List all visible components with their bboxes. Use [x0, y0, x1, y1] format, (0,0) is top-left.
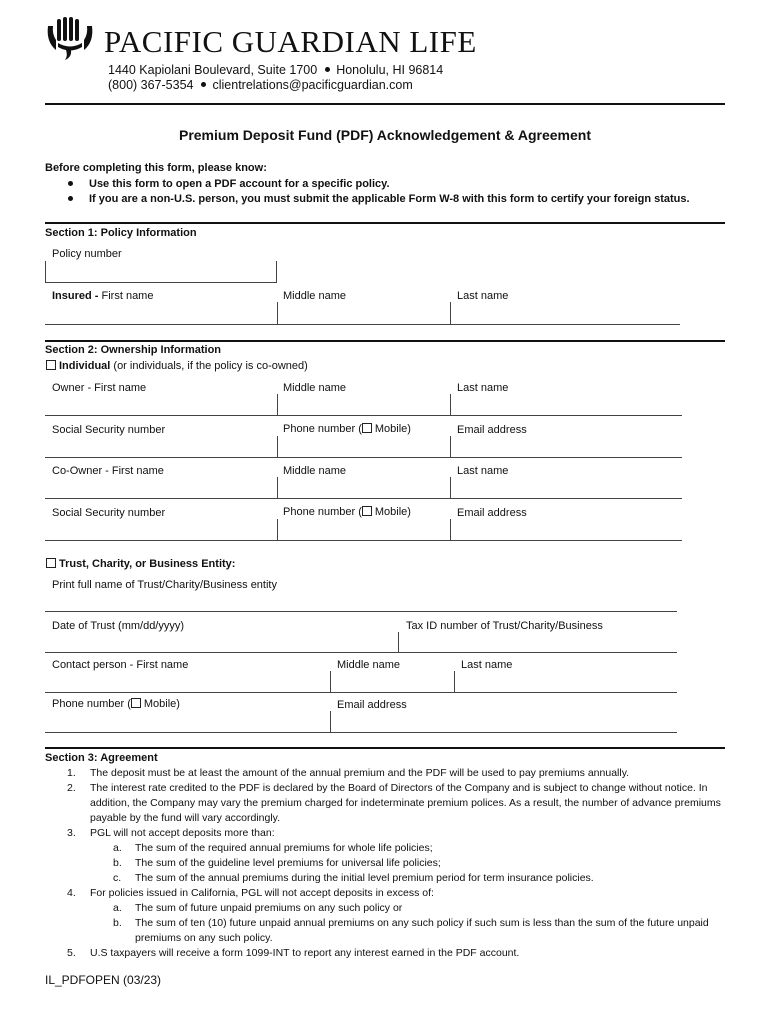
owner-middle-name-label: Middle name	[283, 382, 346, 394]
agreement-subitem	[45, 856, 725, 871]
section1-divider	[45, 222, 725, 224]
item-text: U.S taxpayers will receive a form 1099-INT to report any interest earned in the PDF account.	[90, 947, 520, 959]
agreement-item	[45, 796, 725, 811]
company-name: PACIFIC GUARDIAN LIFE	[104, 24, 477, 59]
coowner-middle-name-label: Middle name	[283, 465, 346, 477]
phone-label-text: Phone number (	[283, 423, 362, 435]
trust-name-field[interactable]	[45, 611, 677, 612]
insured-middle-name-label: Middle name	[283, 290, 346, 302]
mobile-label: Mobile)	[374, 423, 411, 435]
agreement-list	[45, 766, 725, 961]
coowner-last-name-label: Last name	[457, 465, 509, 477]
section2-heading: Section 2: Ownership Information	[45, 344, 222, 356]
item-text: The deposit must be at least the amount of the annual premium and the PDF will be used to pay premiums annually.	[90, 767, 630, 779]
item-number: 2.	[67, 782, 76, 794]
agreement-item	[45, 811, 725, 826]
item-text: The sum of the required annual premiums for whole life policies;	[135, 842, 433, 854]
agreement-subitem	[45, 871, 725, 886]
intro-bullet-text: If you are a non-U.S. person, you must submit the applicable Form W-8 with this form to certify your foreign status.	[89, 193, 690, 205]
owner-name-field[interactable]	[45, 415, 682, 416]
street-address: 1440 Kapiolani Boulevard, Suite 1700	[108, 63, 318, 77]
contact-phone-label	[52, 698, 180, 710]
field-separator	[450, 302, 451, 324]
date-of-trust-label: Date of Trust (mm/dd/yyyy)	[52, 620, 185, 632]
intro-bullet-1	[68, 178, 390, 190]
coowner-first-name-label: Co-Owner - First name	[52, 465, 164, 477]
company-address-line	[108, 63, 443, 77]
field-separator	[277, 302, 278, 324]
item-text: The interest rate credited to the PDF is declared by the Board of Directors of the Company and is subject to change without notice. In	[90, 782, 708, 794]
first-name-label: First name	[98, 290, 154, 302]
coowner-phone-label	[283, 506, 411, 518]
agreement-item	[45, 826, 725, 841]
item-number: 4.	[67, 887, 76, 899]
intro-bullet-text: Use this form to open a PDF account for a specific policy.	[89, 178, 390, 190]
mobile-label: Mobile)	[374, 506, 411, 518]
item-number: 3.	[67, 827, 76, 839]
individual-option[interactable]	[46, 360, 308, 372]
insured-name-field[interactable]	[45, 324, 680, 325]
item-number: b.	[113, 857, 122, 869]
intro-bullet-2	[68, 193, 690, 205]
header-divider	[45, 103, 725, 105]
insured-last-name-label: Last name	[457, 290, 509, 302]
company-phone: (800) 367-5354	[108, 78, 194, 92]
agreement-subitem	[45, 916, 725, 931]
item-number: c.	[113, 872, 122, 884]
trust-checkbox[interactable]	[46, 558, 56, 568]
field-separator	[330, 671, 331, 692]
agreement-item	[45, 766, 725, 781]
item-number: 1.	[67, 767, 76, 779]
bullet-dot	[68, 181, 73, 186]
field-separator	[277, 519, 278, 540]
company-contact-line	[108, 78, 413, 92]
company-email: clientrelations@pacificguardian.com	[212, 78, 413, 92]
item-number: a.	[113, 842, 122, 854]
contact-name-field[interactable]	[45, 692, 677, 693]
agreement-item	[45, 946, 725, 961]
policy-number-field[interactable]	[45, 261, 277, 283]
section1-heading: Section 1: Policy Information	[45, 227, 197, 239]
owner-last-name-label: Last name	[457, 382, 509, 394]
item-text: The sum of the guideline level premiums for universal life policies;	[135, 857, 441, 869]
item-text: PGL will not accept deposits more than:	[90, 827, 275, 839]
contact-email-label: Email address	[337, 699, 407, 711]
item-text: The sum of future unpaid premiums on any such policy or	[135, 902, 403, 914]
item-number: 5.	[67, 947, 76, 959]
field-separator	[277, 436, 278, 457]
field-separator	[398, 632, 399, 652]
field-separator	[450, 394, 451, 415]
field-separator	[277, 477, 278, 498]
item-text: premiums on any such policy.	[135, 932, 273, 944]
item-text: The sum of ten (10) future unpaid annual premiums on any such policy if such sum is less than the sum of the future unpaid	[135, 917, 709, 929]
form-title: Premium Deposit Fund (PDF) Acknowledgement & Agreement	[178, 127, 591, 143]
intro-heading: Before completing this form, please know:	[45, 162, 267, 174]
contact-middle-name-label: Middle name	[337, 659, 400, 671]
item-text: For policies issued in California, PGL will not accept deposits in excess of:	[90, 887, 434, 899]
policy-number-label: Policy number	[52, 248, 122, 260]
coowner-mobile-checkbox[interactable]	[362, 506, 372, 516]
section3-heading: Section 3: Agreement	[45, 752, 158, 764]
trust-option[interactable]	[46, 558, 235, 570]
bullet-dot	[68, 196, 73, 201]
form-code-footer: IL_PDFOPEN (03/23)	[45, 973, 162, 987]
city-state-zip: Honolulu, HI 96814	[336, 63, 444, 77]
trust-date-taxid-field[interactable]	[45, 652, 677, 653]
individual-note: (or individuals, if the policy is co-owned)	[110, 360, 308, 372]
tax-id-label: Tax ID number of Trust/Charity/Business	[406, 620, 603, 632]
phone-label-text: Phone number (	[283, 506, 362, 518]
trust-name-label: Print full name of Trust/Charity/Business entity	[52, 579, 277, 591]
section3-divider	[45, 747, 725, 749]
bullet-dot	[325, 67, 330, 72]
item-number: a.	[113, 902, 122, 914]
field-separator	[450, 519, 451, 540]
contact-mobile-checkbox[interactable]	[131, 698, 141, 708]
field-separator	[450, 477, 451, 498]
item-text: The sum of the annual premiums during the initial level premium period for term insurance policies.	[135, 872, 594, 884]
field-separator	[330, 711, 331, 732]
agreement-subitem	[45, 841, 725, 856]
item-text: addition, the Company may vary the premium charged for indeterminate premium polices. As a result, the number of advance premiums	[90, 797, 721, 809]
phone-label-text: Phone number (	[52, 698, 131, 710]
owner-contact-field[interactable]	[45, 457, 682, 458]
owner-phone-label	[283, 423, 411, 435]
field-separator	[454, 671, 455, 692]
field-separator	[277, 394, 278, 415]
contact-first-name-label: Contact person - First name	[52, 659, 189, 671]
agreement-subitem	[45, 901, 725, 916]
contact-phone-email-field[interactable]	[45, 732, 677, 733]
individual-label: Individual	[59, 360, 111, 372]
section2-divider	[45, 340, 725, 342]
coowner-email-label: Email address	[457, 507, 527, 519]
owner-ssn-label: Social Security number	[52, 424, 166, 436]
mobile-label: Mobile)	[143, 698, 180, 710]
coowner-ssn-label: Social Security number	[52, 507, 166, 519]
insured-first-name-label	[52, 290, 153, 302]
coowner-name-field[interactable]	[45, 498, 682, 499]
agreement-subitem	[45, 931, 725, 946]
bullet-dot	[201, 82, 206, 87]
trust-label: Trust, Charity, or Business Entity:	[59, 558, 236, 570]
agreement-item	[45, 886, 725, 901]
owner-mobile-checkbox[interactable]	[362, 423, 372, 433]
insured-label: Insured -	[52, 290, 99, 302]
individual-checkbox[interactable]	[46, 360, 56, 370]
coowner-contact-field[interactable]	[45, 540, 682, 541]
item-text: payable by the fund will vary accordingly.	[90, 812, 281, 824]
contact-last-name-label: Last name	[461, 659, 513, 671]
owner-email-label: Email address	[457, 424, 527, 436]
pacific-guardian-logo-icon	[44, 16, 96, 62]
item-number: b.	[113, 917, 122, 929]
owner-first-name-label: Owner - First name	[52, 382, 147, 394]
agreement-item	[45, 781, 725, 796]
field-separator	[450, 436, 451, 457]
